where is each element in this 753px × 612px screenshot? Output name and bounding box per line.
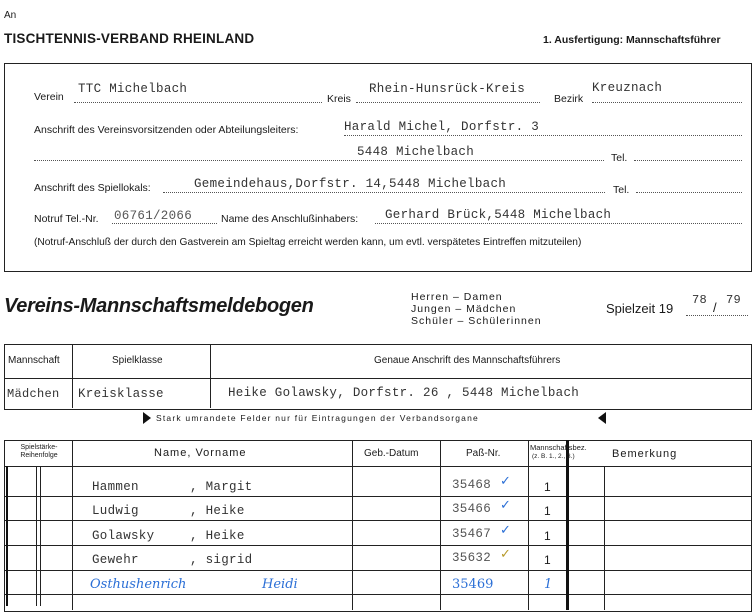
anschrift-label: Anschrift des Vereinsvorsitzenden oder Abteilungsleiters: bbox=[34, 124, 299, 136]
spiellokal-value: Gemeindehaus,Dorfstr. 14,5448 Michelbach bbox=[194, 177, 507, 191]
team-mannschaft: Mädchen bbox=[7, 387, 60, 401]
inhaber-value: Gerhard Brück,5448 Michelbach bbox=[385, 208, 612, 222]
row-4-team: 1 bbox=[544, 553, 551, 567]
row-1-last: Hammen bbox=[92, 480, 139, 494]
notice-text: Stark umrandete Felder nur für Eintragungen der Verbandsorgane bbox=[156, 413, 479, 423]
row-2-first: , Heike bbox=[190, 504, 245, 518]
th-remark: Bemerkung bbox=[612, 448, 678, 460]
verein-label: Verein bbox=[34, 91, 64, 103]
th-name: Name, Vorname bbox=[154, 447, 247, 459]
copy-label: 1. Ausfertigung: Mannschaftsführer bbox=[543, 34, 721, 46]
bezirk-label: Bezirk bbox=[554, 93, 584, 105]
org-name: TISCHTENNIS-VERBAND RHEINLAND bbox=[4, 31, 255, 46]
spielzeit-sep: / bbox=[713, 300, 717, 315]
bezirk-value: Kreuznach bbox=[592, 81, 663, 95]
inhaber-label: Name des Anschlußinhabers: bbox=[221, 213, 359, 225]
row-4-first: , sigrid bbox=[190, 553, 253, 567]
anschrift-value-1: Harald Michel, Dorfstr. 3 bbox=[344, 120, 540, 134]
row-2-pass: 35466 bbox=[452, 502, 492, 516]
th-rank: Spielstärke-Reihenfolge bbox=[20, 444, 58, 459]
row-3-last: Golawsky bbox=[92, 529, 155, 543]
form-title: Vereins-Mannschaftsmeldebogen bbox=[4, 295, 314, 317]
row-4-pass: 35632 bbox=[452, 551, 492, 565]
row-2-check-icon: ✓ bbox=[500, 498, 511, 513]
row-1-first: , Margit bbox=[190, 480, 253, 494]
notruf-label: Notruf Tel.-Nr. bbox=[34, 213, 99, 225]
row-2-team: 1 bbox=[544, 504, 551, 518]
row-3-pass: 35467 bbox=[452, 527, 492, 541]
kreis-value: Rhein-Hunsrück-Kreis bbox=[369, 82, 526, 96]
th-dob: Geb.-Datum bbox=[364, 448, 419, 459]
kreis-label: Kreis bbox=[327, 93, 351, 105]
row-5-first: Heidi bbox=[262, 577, 298, 592]
th-spielklasse: Spielklasse bbox=[112, 355, 163, 366]
th-pass: Paß-Nr. bbox=[466, 448, 501, 459]
verein-value: TTC Michelbach bbox=[78, 82, 188, 96]
category-1: Herren – Damen bbox=[411, 291, 503, 303]
spiellokal-label: Anschrift des Spiellokals: bbox=[34, 182, 151, 194]
row-3-first: , Heike bbox=[190, 529, 245, 543]
row-3-team: 1 bbox=[544, 529, 551, 543]
header-an: An bbox=[4, 10, 17, 21]
anschrift-value-2: 5448 Michelbach bbox=[357, 145, 475, 159]
th-team-sub: (z. B. 1., 2., 3.) bbox=[532, 453, 575, 460]
th-mannschaft: Mannschaft bbox=[8, 355, 60, 366]
row-3-check-icon: ✓ bbox=[500, 523, 511, 538]
row-1-team: 1 bbox=[544, 480, 551, 494]
row-5-pass: 35469 bbox=[452, 577, 494, 592]
th-anschrift: Genaue Anschrift des Mannschaftsführers bbox=[374, 355, 561, 366]
tel-label-2: Tel. bbox=[613, 184, 630, 196]
notruf-note: (Notruf-Anschluß der durch den Gastverein am Spieltag erreicht werden kann, um evtl. verspätetes Eintreffen mitzuteilen) bbox=[34, 237, 582, 248]
category-2: Jungen – Mädchen bbox=[411, 303, 517, 315]
row-5-team: 1 bbox=[544, 577, 553, 592]
team-anschrift: Heike Golawsky, Dorfstr. 26 , 5448 Michelbach bbox=[228, 386, 580, 400]
row-2-last: Ludwig bbox=[92, 504, 139, 518]
team-spielklasse: Kreisklasse bbox=[78, 387, 164, 401]
row-1-check-icon: ✓ bbox=[500, 474, 511, 489]
row-1-pass: 35468 bbox=[452, 478, 492, 492]
spielzeit-from: 78 bbox=[692, 293, 708, 307]
th-team: Mannschaftsbez. bbox=[530, 443, 587, 452]
category-3: Schüler – Schülerinnen bbox=[411, 315, 542, 327]
row-4-check-icon: ✓ bbox=[500, 547, 511, 562]
notice-arrow-right bbox=[598, 412, 606, 424]
notice-arrow-left bbox=[143, 412, 151, 424]
tel-label-1: Tel. bbox=[611, 152, 628, 164]
notruf-value: 06761/2066 bbox=[114, 209, 193, 223]
row-5-last: Osthushenrich bbox=[90, 577, 187, 592]
row-4-last: Gewehr bbox=[92, 553, 139, 567]
spielzeit-label: Spielzeit 19 bbox=[606, 301, 674, 316]
spielzeit-to: 79 bbox=[726, 293, 742, 307]
